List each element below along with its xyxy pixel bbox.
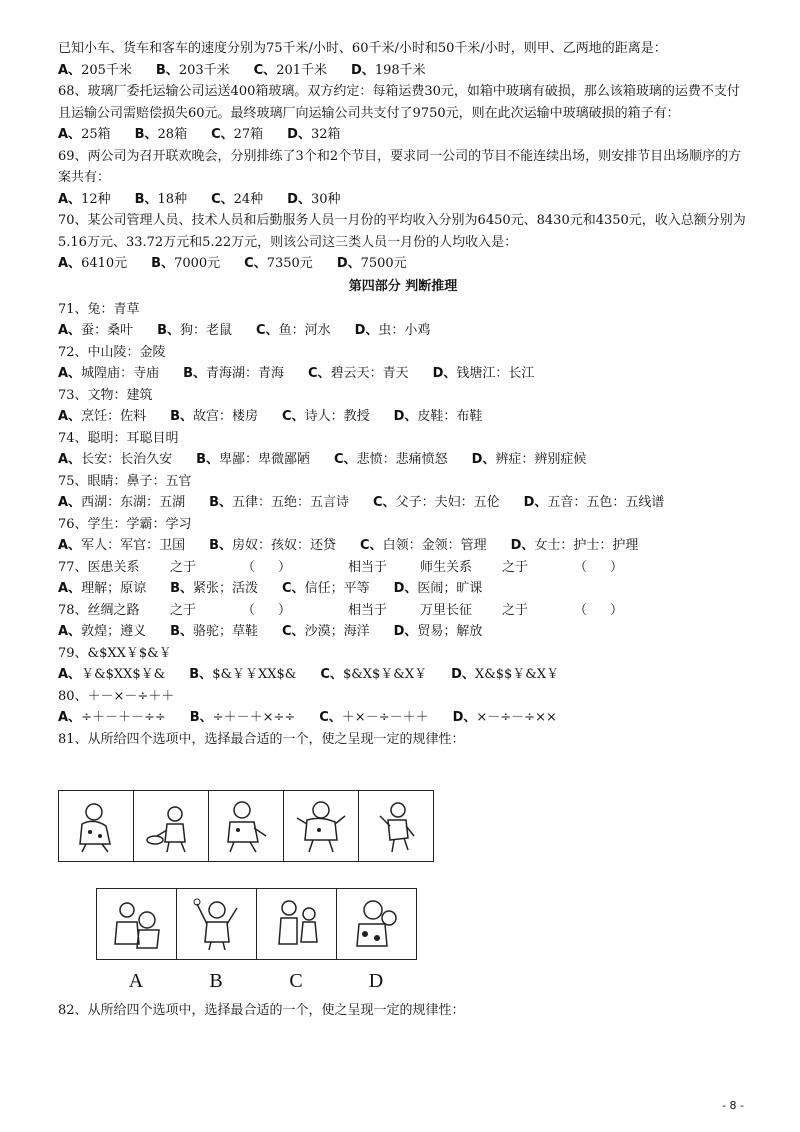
option-text: 信任；平等: [304, 581, 370, 596]
option-text: ￥&$XX$￥&: [81, 667, 166, 682]
option-key: D、: [452, 710, 477, 725]
option-text: $&￥￥XX$&: [212, 667, 297, 682]
q67-options: [58, 60, 748, 82]
option-text: 25箱: [81, 127, 111, 142]
q69-option-a[interactable]: [58, 189, 111, 211]
option-text: 沙漠；海洋: [304, 624, 370, 639]
q71-option-b[interactable]: [157, 320, 232, 342]
option-text: 205千米: [81, 62, 132, 78]
option-text: 24种: [233, 191, 264, 207]
q72-option-c[interactable]: [308, 363, 409, 385]
option-key: D、: [451, 667, 475, 682]
q69-options: [58, 189, 748, 211]
option-key: D、: [287, 127, 311, 142]
option-text: 7500元: [360, 256, 407, 271]
q80-option-a[interactable]: [58, 707, 166, 729]
q75-option-d[interactable]: [524, 492, 665, 514]
option-text: 7000元: [174, 256, 221, 271]
q75-options: [58, 492, 748, 514]
q77-stem: [58, 557, 748, 579]
q72-stem: 72、中山陵：金陵: [58, 344, 166, 360]
q81-option-letters: [96, 970, 416, 993]
option-key: A、: [58, 366, 82, 381]
q80-option-b[interactable]: [190, 707, 296, 729]
option-text: 6410元: [81, 256, 128, 271]
q77-stem-part: ）: [610, 559, 624, 575]
q78-stem-part: 相当于: [348, 602, 388, 618]
q70-stem: 70、某公司管理人员、技术人员和后勤服务人员一月份的平均收入分别为6450元、8430元和4350元，收入总额分别为5.16万元、33.72万元和5.22万元，则该公司这三类人员一月份的人均收入是：: [58, 213, 746, 250]
q81-figure-4: [284, 791, 359, 861]
q81-letter-c: C: [289, 970, 303, 992]
q78-option-c[interactable]: [282, 621, 370, 643]
option-text: 30种: [310, 191, 341, 207]
q71-stem: 71、兔：青草: [58, 301, 140, 317]
q81-option-d-figure[interactable]: [337, 889, 416, 959]
q78-stem-part: ）: [610, 602, 624, 618]
q70-option-b[interactable]: [151, 253, 220, 275]
option-text: 西湖：东湖：五湖: [81, 495, 186, 510]
option-text: 203千米: [178, 62, 230, 78]
option-text: $&X$￥&X￥: [342, 667, 428, 682]
option-key: A、: [58, 62, 82, 78]
option-key: D、: [287, 191, 311, 207]
q70-option-a[interactable]: [58, 253, 127, 275]
option-key: B、: [209, 538, 232, 553]
option-key: C、: [211, 191, 234, 207]
child-figure-icon: [141, 796, 201, 856]
option-key: B、: [155, 62, 179, 78]
q70-options: [58, 253, 748, 275]
option-key: A、: [58, 624, 82, 639]
q73-stem: 73、文物：建筑: [58, 387, 153, 403]
q78-stem-part: ）: [278, 602, 292, 618]
q78-option-d[interactable]: [394, 621, 483, 643]
option-key: C、: [319, 710, 342, 725]
q78-option-a[interactable]: [58, 621, 146, 643]
option-text: 房奴：孩奴：还贷: [232, 538, 337, 553]
option-text: 27箱: [233, 127, 264, 142]
q74-options: [58, 449, 748, 471]
q79-options: [58, 664, 748, 686]
option-key: A、: [58, 581, 82, 596]
option-key: B、: [209, 495, 232, 510]
q77-stem-part: （: [242, 559, 256, 575]
q78-stem-part: 之于: [170, 602, 197, 618]
q68-option-a[interactable]: [58, 124, 111, 146]
q81-figure-1: [59, 791, 134, 861]
q72-option-a[interactable]: [58, 363, 159, 385]
option-key: D、: [393, 409, 418, 424]
q76-option-a[interactable]: [58, 535, 185, 557]
option-text: 卑鄙：卑微鄙陋: [219, 452, 311, 467]
q72-option-d[interactable]: [433, 363, 535, 385]
option-key: C、: [282, 409, 305, 424]
option-text: 青海湖：青海: [206, 366, 285, 381]
option-key: C、: [256, 323, 279, 338]
q79-option-d[interactable]: [451, 664, 559, 686]
q68-option-c[interactable]: [211, 124, 263, 146]
q78-stem-part: （: [574, 602, 588, 618]
q75-option-c[interactable]: [373, 492, 500, 514]
q80-options: [58, 707, 748, 729]
option-key: B、: [189, 667, 213, 682]
option-text: 201千米: [276, 62, 328, 78]
q75-option-a[interactable]: [58, 492, 185, 514]
q67-option-a[interactable]: [58, 60, 132, 82]
q69-stem: 69、两公司为召开联欢晚会，分别排练了3个和2个节目，要求同一公司的节目不能连续出场，则安排节目出场顺序的方案共有：: [58, 148, 742, 185]
option-text: 蚕：桑叶: [81, 323, 134, 338]
option-text: 诗人：教授: [304, 409, 370, 424]
q70-option-d[interactable]: [337, 253, 407, 275]
option-text: 钱塘江：长江: [456, 366, 535, 381]
option-key: B、: [183, 366, 206, 381]
q69-option-b[interactable]: [135, 189, 187, 211]
q79-option-b[interactable]: [189, 664, 296, 686]
q69-option-d[interactable]: [287, 189, 340, 211]
option-key: C、: [334, 452, 357, 467]
child-figure-icon: [366, 796, 426, 856]
option-key: C、: [360, 538, 383, 553]
q73-options: [58, 406, 748, 428]
q67-option-d[interactable]: [351, 60, 426, 82]
q68-stem: 68、玻璃厂委托运输公司运送400箱玻璃。双方约定：每箱运费30元，如箱中玻璃有破损，那么该箱玻璃的运费不支付且运输公司需赔偿损失60元。最终玻璃厂向运输公司共支付了9750元，则在此次运输中玻璃破损的箱子有：: [58, 84, 740, 121]
option-text: 父子：夫妇：五伦: [395, 495, 500, 510]
option-key: C、: [253, 62, 277, 78]
child-figure-icon: [66, 796, 126, 856]
q70-option-c[interactable]: [244, 253, 313, 275]
q68-options: [58, 124, 748, 146]
option-key: A、: [58, 127, 82, 142]
q81-option-c-figure[interactable]: [257, 889, 337, 959]
q77-stem-part: （: [574, 559, 588, 575]
q75-stem: 75、眼睛：鼻子：五官: [58, 473, 192, 489]
option-text: 18种: [157, 191, 188, 207]
option-key: A、: [58, 409, 82, 424]
option-key: A、: [58, 323, 82, 338]
option-key: B、: [170, 624, 193, 639]
option-key: D、: [393, 581, 418, 596]
option-text: 狗：老鼠: [180, 323, 233, 338]
child-figure-icon: [107, 894, 167, 954]
q77-options: [58, 578, 748, 600]
q72-option-b[interactable]: [183, 363, 284, 385]
option-key: D、: [336, 256, 361, 271]
option-key: D、: [393, 624, 418, 639]
option-key: D、: [510, 538, 535, 553]
option-text: 医闹；旷课: [417, 581, 483, 596]
q77-option-d[interactable]: [394, 578, 483, 600]
option-key: B、: [134, 127, 158, 142]
option-text: 紧张；活泼: [193, 581, 259, 596]
q79-stem: 79、&$XX￥$&￥: [58, 645, 172, 661]
option-text: 理解；原谅: [81, 581, 147, 596]
option-text: X&$$￥&X￥: [474, 667, 560, 682]
q81-letter-d: D: [368, 970, 384, 992]
child-figure-icon: [347, 894, 407, 954]
child-figure-icon: [187, 894, 247, 954]
section-title: 第四部分 判断推理: [348, 278, 458, 294]
q77-stem-part: 师生关系: [420, 559, 473, 575]
q77-stem-part: 之于: [502, 559, 529, 575]
option-key: D、: [351, 62, 375, 78]
option-key: B、: [189, 710, 213, 725]
option-text: 城隍庙：寺庙: [81, 366, 160, 381]
q79-option-c[interactable]: [320, 664, 427, 686]
q81-option-figures: [96, 888, 417, 960]
option-text: 32箱: [310, 127, 341, 142]
option-text: 鱼：河水: [278, 323, 331, 338]
q77-stem-part: 相当于: [348, 559, 388, 575]
option-key: A、: [58, 452, 82, 467]
q81-figure-5: [359, 791, 433, 861]
q72-options: [58, 363, 748, 385]
q76-options: [58, 535, 748, 557]
option-text: 烹饪：佐料: [81, 409, 147, 424]
q74-stem: 74、聪明：耳聪目明: [58, 430, 179, 446]
q80-option-d[interactable]: [453, 707, 557, 729]
option-key: B、: [170, 409, 193, 424]
option-text: 辨症：辨别症候: [495, 452, 587, 467]
option-text: 长安：长治久安: [81, 452, 173, 467]
q77-option-a[interactable]: [58, 578, 146, 600]
option-key: D、: [471, 452, 496, 467]
q71-options: [58, 320, 748, 342]
option-key: A、: [58, 495, 82, 510]
option-text: 虫：小鸡: [378, 323, 431, 338]
q80-stem: 80、＋－×－÷＋＋: [58, 688, 175, 704]
q68-option-b[interactable]: [135, 124, 187, 146]
option-text: 12种: [81, 191, 111, 207]
option-text: 碧云天：青天: [330, 366, 409, 381]
option-text: ＋×－÷－＋＋: [341, 710, 429, 725]
page-number: - 8 -: [722, 1099, 744, 1112]
q78-stem-part: 之于: [502, 602, 529, 618]
q81-option-b-figure[interactable]: [177, 889, 257, 959]
q78-stem-part: （: [242, 602, 256, 618]
option-text: ×－÷－÷××: [476, 710, 557, 725]
q73-option-c[interactable]: [282, 406, 370, 428]
q73-option-b[interactable]: [170, 406, 258, 428]
q81-letter-a: A: [128, 970, 144, 992]
q67-option-b[interactable]: [156, 60, 230, 82]
option-key: C、: [282, 624, 305, 639]
q74-option-c[interactable]: [334, 449, 448, 471]
option-key: A、: [58, 191, 82, 207]
option-key: C、: [244, 256, 267, 271]
option-text: 敦煌；遵义: [81, 624, 147, 639]
option-key: C、: [308, 366, 331, 381]
option-key: D、: [523, 495, 548, 510]
q74-option-a[interactable]: [58, 449, 172, 471]
option-key: C、: [211, 127, 234, 142]
option-key: D、: [354, 323, 379, 338]
option-text: 皮鞋：布鞋: [417, 409, 483, 424]
q81-option-a-figure[interactable]: [97, 889, 177, 959]
option-key: B、: [157, 323, 180, 338]
child-figure-icon: [267, 894, 327, 954]
option-key: A、: [58, 710, 82, 725]
q74-option-d[interactable]: [472, 449, 587, 471]
option-key: D、: [432, 366, 457, 381]
option-text: 军人：军官：卫国: [81, 538, 186, 553]
q76-option-c[interactable]: [360, 535, 487, 557]
option-text: 7350元: [266, 256, 313, 271]
q71-option-c[interactable]: [256, 320, 331, 342]
q77-stem-part: 77、医患关系: [58, 559, 140, 575]
q81-figure-sequence: [58, 790, 434, 862]
exam-page: [58, 38, 748, 750]
option-text: 骆驼；草鞋: [193, 624, 259, 639]
q68-option-d[interactable]: [287, 124, 340, 146]
option-text: 悲愤：悲痛愤怒: [356, 452, 448, 467]
q77-stem-part: 之于: [170, 559, 197, 575]
option-text: 白领：金领：管理: [382, 538, 487, 553]
q73-option-a[interactable]: [58, 406, 146, 428]
option-text: 女士：护士：护理: [534, 538, 639, 553]
q77-option-b[interactable]: [170, 578, 258, 600]
option-key: A、: [58, 538, 82, 553]
child-figure-icon: [216, 796, 276, 856]
option-text: 五律：五绝：五言诗: [232, 495, 350, 510]
option-key: B、: [134, 191, 158, 207]
option-text: ÷＋－＋×÷÷: [212, 710, 296, 725]
option-text: 28箱: [157, 127, 188, 142]
option-key: B、: [170, 581, 193, 596]
q71-option-d[interactable]: [355, 320, 431, 342]
option-key: A、: [58, 667, 82, 682]
option-key: A、: [58, 256, 82, 271]
option-text: ÷＋－＋－÷÷: [81, 710, 166, 725]
option-text: 故宫：楼房: [193, 409, 259, 424]
q81-stem: 81、从所给四个选项中，选择最合适的一个，使之呈现一定的规律性：: [58, 731, 465, 747]
q67-stem-tail: 已知小车、货车和客车的速度分别为75千米/小时、60千米/小时和50千米/小时，则甲、乙两地的距离是：: [58, 41, 667, 56]
q78-options: [58, 621, 748, 643]
q76-option-b[interactable]: [209, 535, 336, 557]
q77-option-c[interactable]: [282, 578, 370, 600]
q78-option-b[interactable]: [170, 621, 258, 643]
q73-option-d[interactable]: [394, 406, 483, 428]
q80-option-c[interactable]: [319, 707, 428, 729]
q69-option-c[interactable]: [211, 189, 263, 211]
q74-option-b[interactable]: [196, 449, 310, 471]
q82-stem: 82、从所给四个选项中，选择最合适的一个，使之呈现一定的规律性：: [58, 1003, 465, 1018]
q75-option-b[interactable]: [209, 492, 349, 514]
q78-stem: [58, 600, 748, 622]
option-key: C、: [373, 495, 396, 510]
q81-figure-2: [134, 791, 209, 861]
q76-option-d[interactable]: [511, 535, 639, 557]
q76-stem: 76、学生：学霸：学习: [58, 516, 192, 532]
option-key: B、: [196, 452, 219, 467]
q71-option-a[interactable]: [58, 320, 133, 342]
q79-option-a[interactable]: [58, 664, 165, 686]
q81-letter-b: B: [209, 970, 223, 992]
q78-stem-part: 78、丝绸之路: [58, 602, 140, 618]
option-key: B、: [151, 256, 175, 271]
option-key: C、: [282, 581, 305, 596]
option-key: C、: [320, 667, 343, 682]
q67-option-c[interactable]: [254, 60, 327, 82]
q78-stem-part: 万里长征: [420, 602, 473, 618]
option-text: 贸易；解放: [417, 624, 483, 639]
q77-stem-part: ）: [278, 559, 292, 575]
q81-figure-3: [209, 791, 284, 861]
child-figure-icon: [291, 796, 351, 856]
option-text: 五音：五色：五线谱: [547, 495, 665, 510]
option-text: 198千米: [374, 62, 426, 78]
